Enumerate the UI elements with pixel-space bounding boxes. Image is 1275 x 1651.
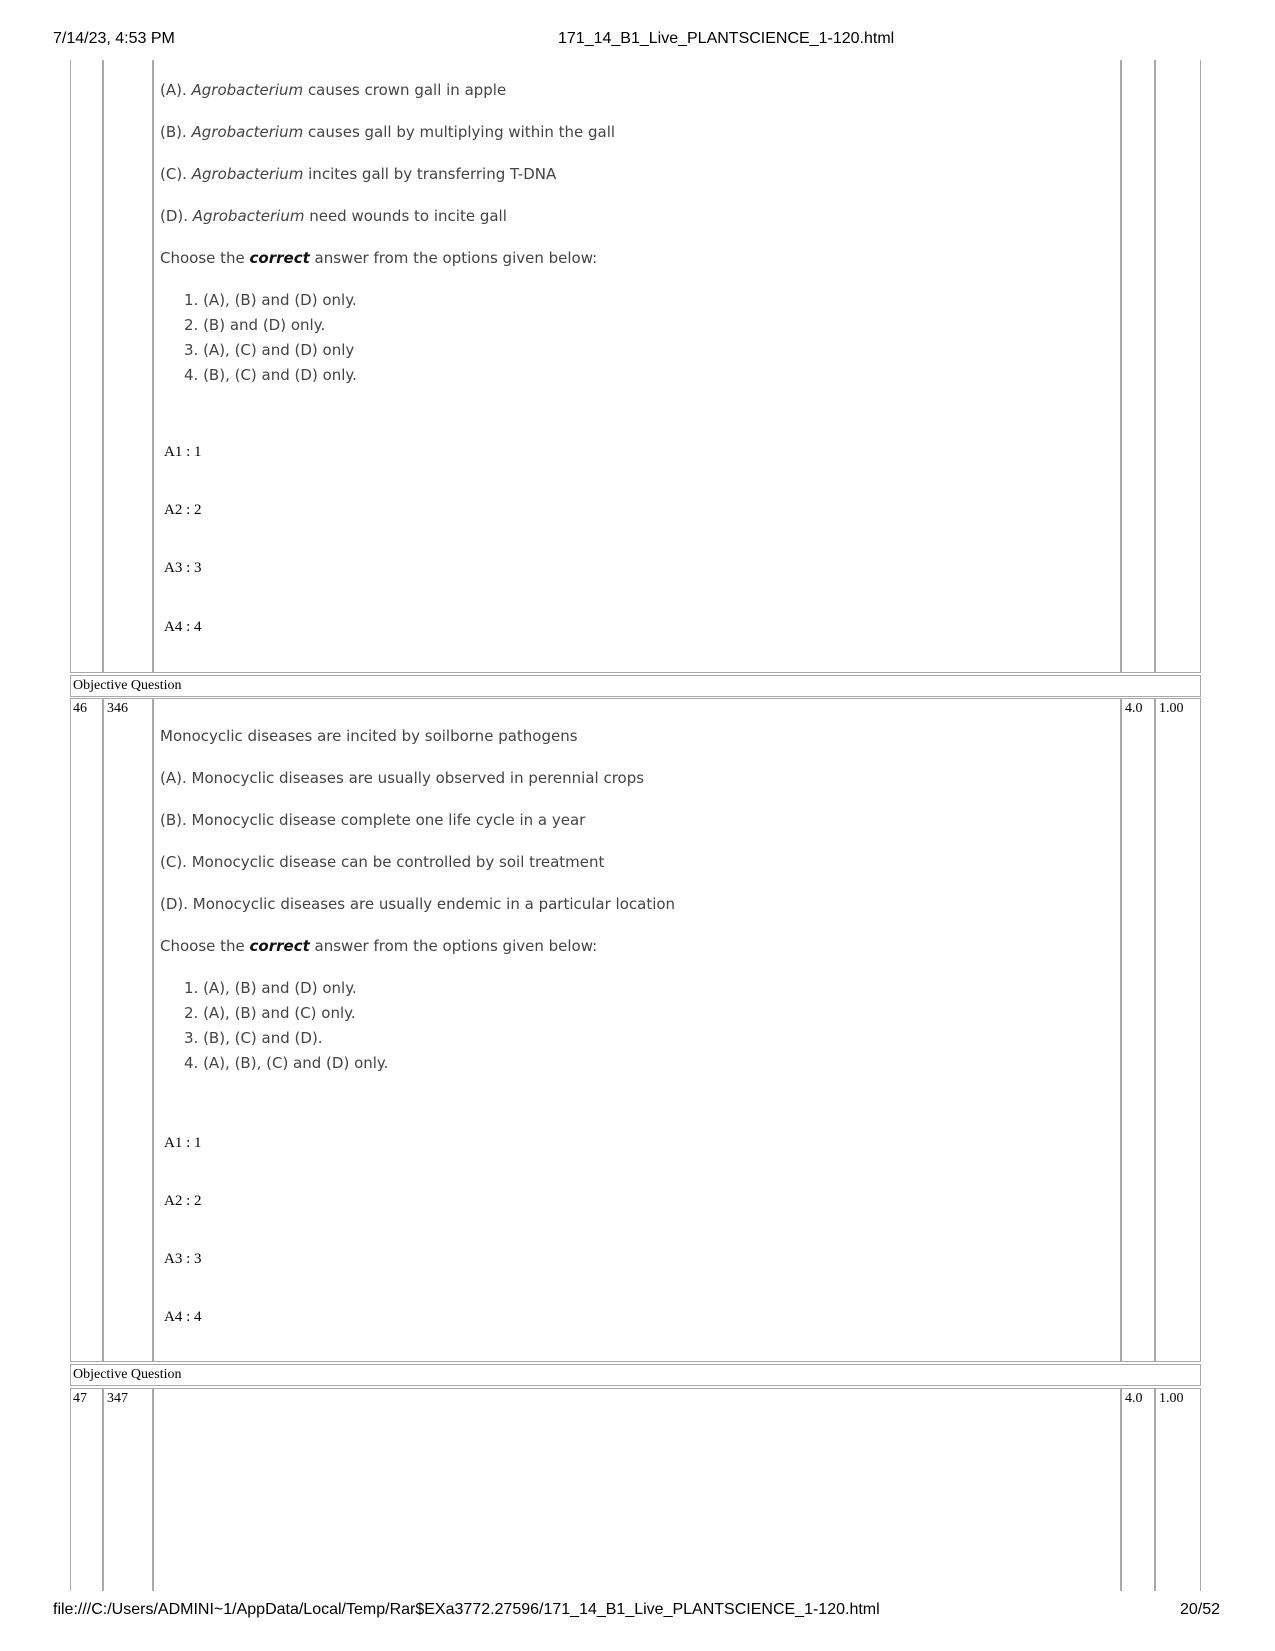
organism-name: Agrobacterium bbox=[191, 123, 304, 141]
serial-number: 47 bbox=[73, 1391, 87, 1406]
option-3: 3. (B), (C) and (D). bbox=[184, 1029, 323, 1047]
statement-c: (C). Agrobacterium incites gall by transferring T-DNA bbox=[160, 165, 557, 183]
answer-4: A4 : 4 bbox=[164, 1309, 202, 1325]
question-id: 346 bbox=[107, 701, 128, 716]
statement-a: (A). Agrobacterium causes crown gall in apple bbox=[160, 81, 507, 99]
option-4: 4. (A), (B), (C) and (D) only. bbox=[184, 1054, 389, 1072]
answer-3: A3 : 3 bbox=[164, 1251, 202, 1267]
file-url: file:///C:/Users/ADMINI~1/AppData/Local/Temp/Rar$EXa3772.27596/171_14_B1_Live_PLANTSCIENCE_1-120.html bbox=[53, 1601, 880, 1618]
option-4: 4. (B), (C) and (D) only. bbox=[184, 366, 357, 384]
answer-2: A2 : 2 bbox=[164, 1193, 202, 1209]
question-type-row bbox=[70, 1364, 1201, 1386]
question-id-cell bbox=[103, 1388, 153, 1591]
option-1: 1. (A), (B) and (D) only. bbox=[184, 979, 357, 997]
print-datetime: 7/14/23, 4:53 PM bbox=[53, 30, 175, 47]
statement-c: (C). Monocyclic disease can be controlled by soil treatment bbox=[160, 853, 605, 871]
question-type-row bbox=[70, 675, 1201, 697]
serial-number: 46 bbox=[73, 701, 87, 716]
serial-number-cell bbox=[70, 698, 103, 1362]
choose-instruction: Choose the correct answer from the options given below: bbox=[160, 249, 598, 267]
marks-cell bbox=[1121, 1388, 1155, 1591]
organism-name: Agrobacterium bbox=[191, 165, 304, 183]
statement-b: (B). Agrobacterium causes gall by multiplying within the gall bbox=[160, 123, 616, 141]
statement-d: (D). Monocyclic diseases are usually endemic in a particular location bbox=[160, 895, 676, 913]
question-type-label: Objective Question bbox=[73, 1367, 182, 1382]
option-3: 3. (A), (C) and (D) only bbox=[184, 341, 355, 359]
negative-marks-cell bbox=[1155, 1388, 1201, 1591]
document-title: 171_14_B1_Live_PLANTSCIENCE_1-120.html bbox=[558, 30, 895, 47]
option-2: 2. (B) and (D) only. bbox=[184, 316, 326, 334]
negative-marks-value: 1.00 bbox=[1159, 701, 1184, 716]
outer-cell-left-inner bbox=[103, 60, 153, 673]
organism-name: Agrobacterium bbox=[191, 81, 304, 99]
question-intro: Monocyclic diseases are incited by soilborne pathogens bbox=[160, 727, 578, 745]
serial-number-cell bbox=[70, 1388, 103, 1591]
choose-instruction: Choose the correct answer from the options given below: bbox=[160, 937, 598, 955]
option-2: 2. (A), (B) and (C) only. bbox=[184, 1004, 356, 1022]
option-1: 1. (A), (B) and (D) only. bbox=[184, 291, 357, 309]
statement-a: (A). Monocyclic diseases are usually observed in perennial crops bbox=[160, 769, 645, 787]
question-id: 347 bbox=[107, 1391, 128, 1406]
outer-cell-left bbox=[70, 60, 103, 673]
answer-2: A2 : 2 bbox=[164, 502, 202, 518]
marks-cell bbox=[1121, 698, 1155, 1362]
statement-d: (D). Agrobacterium need wounds to incite gall bbox=[160, 207, 507, 225]
marks-value: 4.0 bbox=[1125, 1391, 1143, 1406]
statement-b: (B). Monocyclic disease complete one life cycle in a year bbox=[160, 811, 586, 829]
answer-1: A1 : 1 bbox=[164, 1135, 202, 1151]
negative-marks-cell bbox=[1155, 60, 1201, 673]
negative-marks-cell bbox=[1155, 698, 1201, 1362]
answer-4: A4 : 4 bbox=[164, 619, 202, 635]
answer-1: A1 : 1 bbox=[164, 444, 202, 460]
marks-value: 4.0 bbox=[1125, 701, 1143, 716]
negative-marks-value: 1.00 bbox=[1159, 1391, 1184, 1406]
page-number: 20/52 bbox=[1180, 1601, 1221, 1618]
marks-cell bbox=[1121, 60, 1155, 673]
question-body-cell bbox=[153, 1388, 1121, 1591]
question-type-label: Objective Question bbox=[73, 678, 182, 693]
organism-name: Agrobacterium bbox=[192, 207, 305, 225]
question-id-cell bbox=[103, 698, 153, 1362]
answer-3: A3 : 3 bbox=[164, 560, 202, 576]
